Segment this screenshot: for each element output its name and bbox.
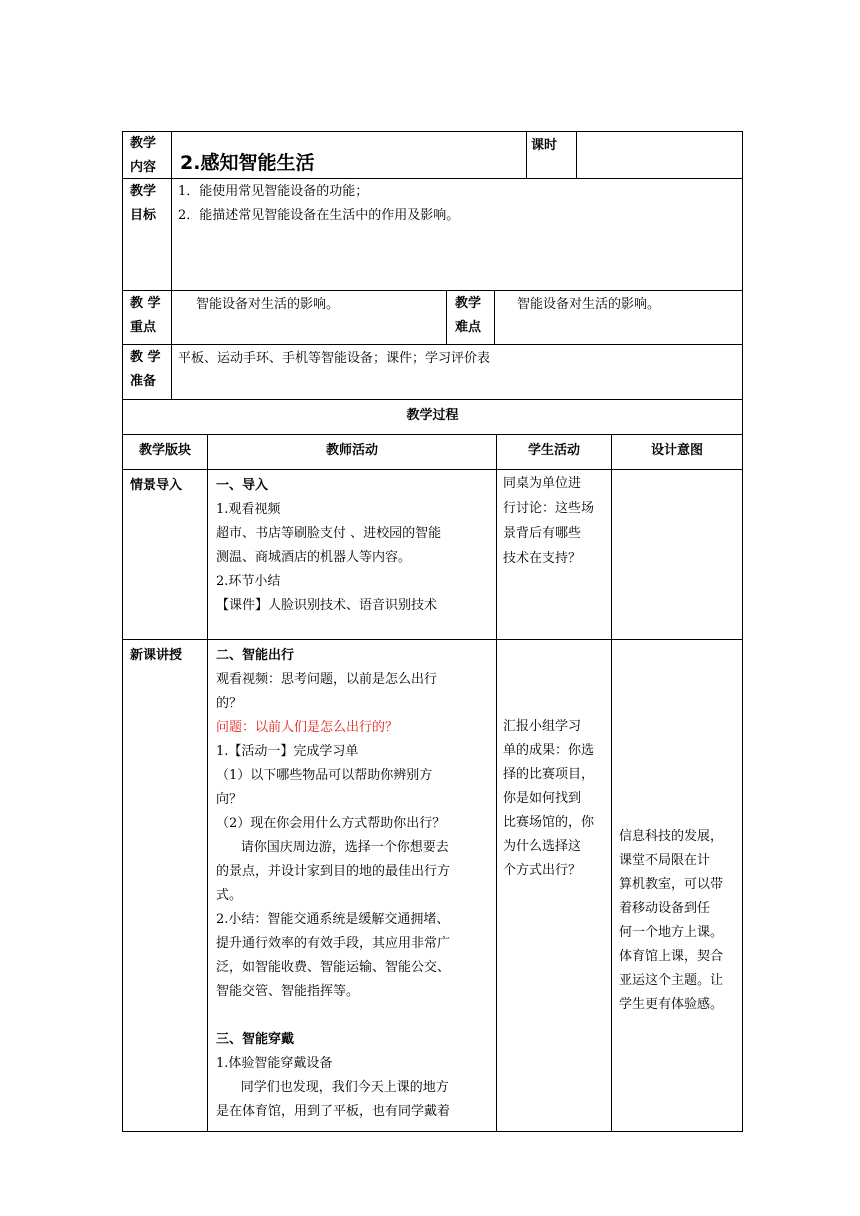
content-label: 教学 内容 xyxy=(130,136,157,175)
student-activity-intro: 同桌为单位进 行讨论：这些场 景背后有哪些 技术在支持？ xyxy=(503,476,595,566)
goals-label: 教学 目标 xyxy=(130,184,157,223)
goals-list xyxy=(178,180,459,228)
student-activity-new-lesson: 汇报小组学习 单的成果：你选 择的比赛项目， 你是如何找到 比赛场馆的，你 为什么选择这 个方式出行？ xyxy=(503,719,595,878)
col-header-intent: 设计意图 xyxy=(650,443,703,458)
goal-item: 1．能使用常见智能设备的功能； xyxy=(178,184,369,199)
section-intro: 情景导入 xyxy=(130,478,183,493)
section-new-lesson: 新课讲授 xyxy=(130,648,183,663)
teacher-activity-new-lesson: 二、智能出行 观看视频：思考问题，以前是怎么出行 的？ 问题：以前人们是怎么出行的？ 1.【活动一】完成学习单 （1）以下哪些物品可以帮助你辨别方 向？ （2）现在你会用什么方式帮助你出行？ 请你国庆周边游，选择一个你想要去 的景点，并设计家到目的地的最佳出行方 式。 2.小结：智能交通系统是缓解交通拥堵、 提升通行效率的有效手段，其应用非常广 泛，如智能收费、智能运输、智能公交、 智能交管、智能指挥等。 三、智能穿戴 1.体验智能穿戴设备 同学们也发现，我们今天上课的地方 是在体育馆，用到了平板，也有同学戴着 xyxy=(216,648,451,1119)
question-text: 问题：以前人们是怎么出行的？ xyxy=(216,720,399,735)
col-header-teacher: 教师活动 xyxy=(325,443,378,458)
difficulty-value: 智能设备对生活的影响。 xyxy=(517,297,661,312)
prep-value: 平板、运动手环、手机等智能设备；课件；学习评价表 xyxy=(178,351,491,366)
key-label: 教 学 重点 xyxy=(130,296,161,335)
col-header-section: 教学版块 xyxy=(138,443,191,458)
prep-label: 教 学 准备 xyxy=(130,350,161,389)
key-value: 智能设备对生活的影响。 xyxy=(196,297,340,312)
process-title: 教学过程 xyxy=(406,408,459,423)
design-intent-new-lesson: 信息科技的发展， 课堂不局限在计 算机教室，可以带 着移动设备到任 何一个地方上课。 体育馆上课，契合 亚运这个主题。让 学生更有体验感。 xyxy=(619,829,724,1012)
content-value: 2.感知智能生活 xyxy=(180,152,315,174)
period-label: 课时 xyxy=(531,138,558,153)
goal-item: 2．能描述常见智能设备在生活中的作用及影响。 xyxy=(178,208,460,223)
difficulty-label: 教学 难点 xyxy=(455,296,482,335)
col-header-student: 学生活动 xyxy=(527,443,580,458)
teacher-activity-intro: 一、导入 1.观看视频 超市、书店等刷脸支付 、进校园的智能 测温、商城酒店的机器人等内容。 2.环节小结 【课件】人脸识别技术、语音识别技术 xyxy=(216,478,442,613)
